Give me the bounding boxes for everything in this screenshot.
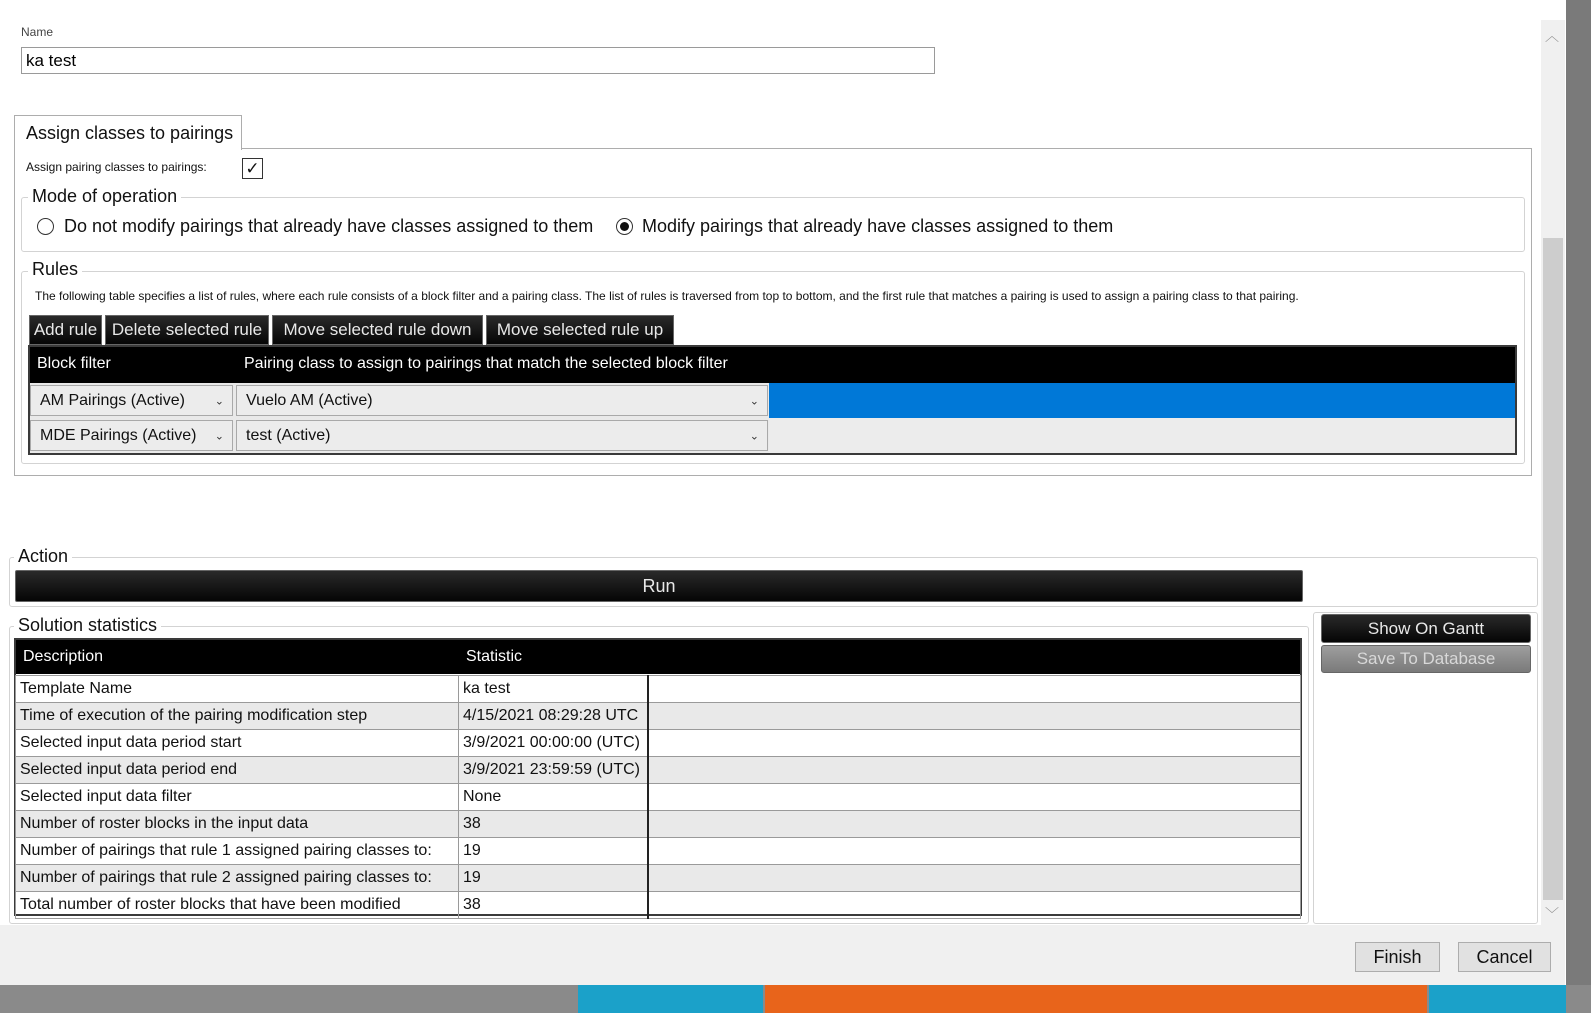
stat-empty-cell [648, 730, 1301, 757]
add-rule-button[interactable]: Add rule [29, 315, 102, 345]
block-filter-select[interactable] [30, 420, 233, 451]
stat-value: 19 [459, 865, 648, 892]
stats-row[interactable] [16, 784, 1301, 811]
stat-empty-cell [648, 703, 1301, 730]
stats-row[interactable] [16, 865, 1301, 892]
col-pairing-class: Pairing class to assign to pairings that match the selected block filter [244, 355, 728, 372]
background-block-teal [578, 985, 763, 1013]
rules-title: Rules [28, 259, 82, 280]
assign-checkbox-label: Assign pairing classes to pairings: [26, 160, 207, 174]
radio-do-not-modify[interactable] [37, 218, 54, 235]
stat-value: ka test [459, 676, 648, 703]
stat-value: 4/15/2021 08:29:28 UTC [459, 703, 648, 730]
delete-rule-button[interactable]: Delete selected rule [105, 315, 269, 345]
stat-description: Number of roster blocks in the input data [16, 811, 459, 838]
stat-description: Selected input data period end [16, 757, 459, 784]
finish-button[interactable]: Finish [1355, 942, 1440, 972]
chevron-down-icon: ⌄ [214, 430, 224, 442]
stat-description: Template Name [16, 676, 459, 703]
radio-modify-label: Modify pairings that already have classes assigned to them [642, 216, 1114, 236]
stats-row[interactable] [16, 757, 1301, 784]
combo-value: Vuelo AM (Active) [246, 391, 373, 409]
pairing-class-select[interactable] [236, 385, 768, 416]
chevron-down-icon: ⌄ [214, 395, 224, 407]
stat-empty-cell [648, 865, 1301, 892]
checkmark-icon: ✓ [245, 158, 260, 178]
stats-row[interactable] [16, 838, 1301, 865]
scrollbar-thumb[interactable] [1543, 238, 1563, 900]
action-title: Action [14, 546, 72, 567]
combo-value: AM Pairings (Active) [40, 391, 185, 409]
stat-value: 3/9/2021 23:59:59 (UTC) [459, 757, 648, 784]
mode-title: Mode of operation [28, 186, 181, 207]
background-block-teal [1429, 985, 1566, 1013]
rules-row-selected-highlight[interactable] [769, 383, 1515, 418]
stats-row[interactable] [16, 676, 1301, 703]
stat-value: 38 [459, 892, 648, 919]
stat-value: 3/9/2021 00:00:00 (UTC) [459, 730, 648, 757]
radio-do-not-modify-label: Do not modify pairings that already have classes assigned to them [64, 216, 594, 236]
move-rule-up-button[interactable]: Move selected rule up [486, 315, 674, 345]
stat-description: Number of pairings that rule 2 assigned pairing classes to: [16, 865, 459, 892]
stat-empty-cell [648, 811, 1301, 838]
stats-table [15, 675, 1301, 919]
show-on-gantt-button[interactable]: Show On Gantt [1321, 614, 1531, 643]
stat-empty-cell [648, 676, 1301, 703]
radio-modify[interactable] [616, 218, 633, 235]
stats-row[interactable] [16, 730, 1301, 757]
combo-value: test (Active) [246, 426, 331, 444]
combo-value: MDE Pairings (Active) [40, 426, 197, 444]
name-label: Name [21, 25, 54, 39]
chevron-down-icon: ⌄ [749, 430, 759, 442]
pairing-class-select[interactable] [236, 420, 768, 451]
stat-empty-cell [648, 892, 1301, 919]
stats-row[interactable] [16, 703, 1301, 730]
stat-description: Total number of roster blocks that have been modified [16, 892, 459, 919]
block-filter-select[interactable] [30, 385, 233, 416]
stat-description: Selected input data period start [16, 730, 459, 757]
rules-description: The following table specifies a list of rules, where each rule consists of a block filter and a pairing class. The list of rules is traversed from top to bottom, and the first rule that matches a pairing is used to assign a pairing class to that pairing. [35, 289, 1299, 303]
name-input[interactable] [21, 47, 935, 74]
stat-description: Time of execution of the pairing modification step [16, 703, 459, 730]
solution-title: Solution statistics [14, 615, 161, 636]
col-description: Description [23, 648, 104, 665]
stats-row[interactable] [16, 811, 1301, 838]
window-shadow [1566, 0, 1591, 1013]
col-block-filter: Block filter [37, 355, 111, 372]
cancel-button[interactable]: Cancel [1458, 942, 1551, 972]
col-statistic: Statistic [466, 648, 523, 665]
stat-value: 19 [459, 838, 648, 865]
assign-checkbox[interactable] [242, 158, 263, 179]
stat-empty-cell [648, 838, 1301, 865]
tab-label: Assign classes to pairings [26, 122, 234, 143]
save-to-database-button[interactable]: Save To Database [1321, 645, 1531, 673]
stat-description: Number of pairings that rule 1 assigned pairing classes to: [16, 838, 459, 865]
stat-value: 38 [459, 811, 648, 838]
stats-row[interactable] [16, 892, 1301, 919]
chevron-down-icon: ⌄ [749, 395, 759, 407]
scroll-up-icon[interactable]: ︿ [1545, 28, 1559, 44]
tab-assign-classes[interactable] [14, 115, 242, 150]
stat-empty-cell [648, 784, 1301, 811]
rules-row-background[interactable] [769, 418, 1515, 453]
move-rule-down-button[interactable]: Move selected rule down [272, 315, 483, 345]
run-button[interactable]: Run [15, 570, 1303, 602]
background-block-orange [765, 985, 1427, 1013]
stat-empty-cell [648, 757, 1301, 784]
stats-table-header [16, 640, 1300, 674]
stat-description: Selected input data filter [16, 784, 459, 811]
stat-value: None [459, 784, 648, 811]
footer-bar [0, 925, 1565, 985]
scroll-down-icon[interactable]: ﹀ [1545, 906, 1559, 922]
